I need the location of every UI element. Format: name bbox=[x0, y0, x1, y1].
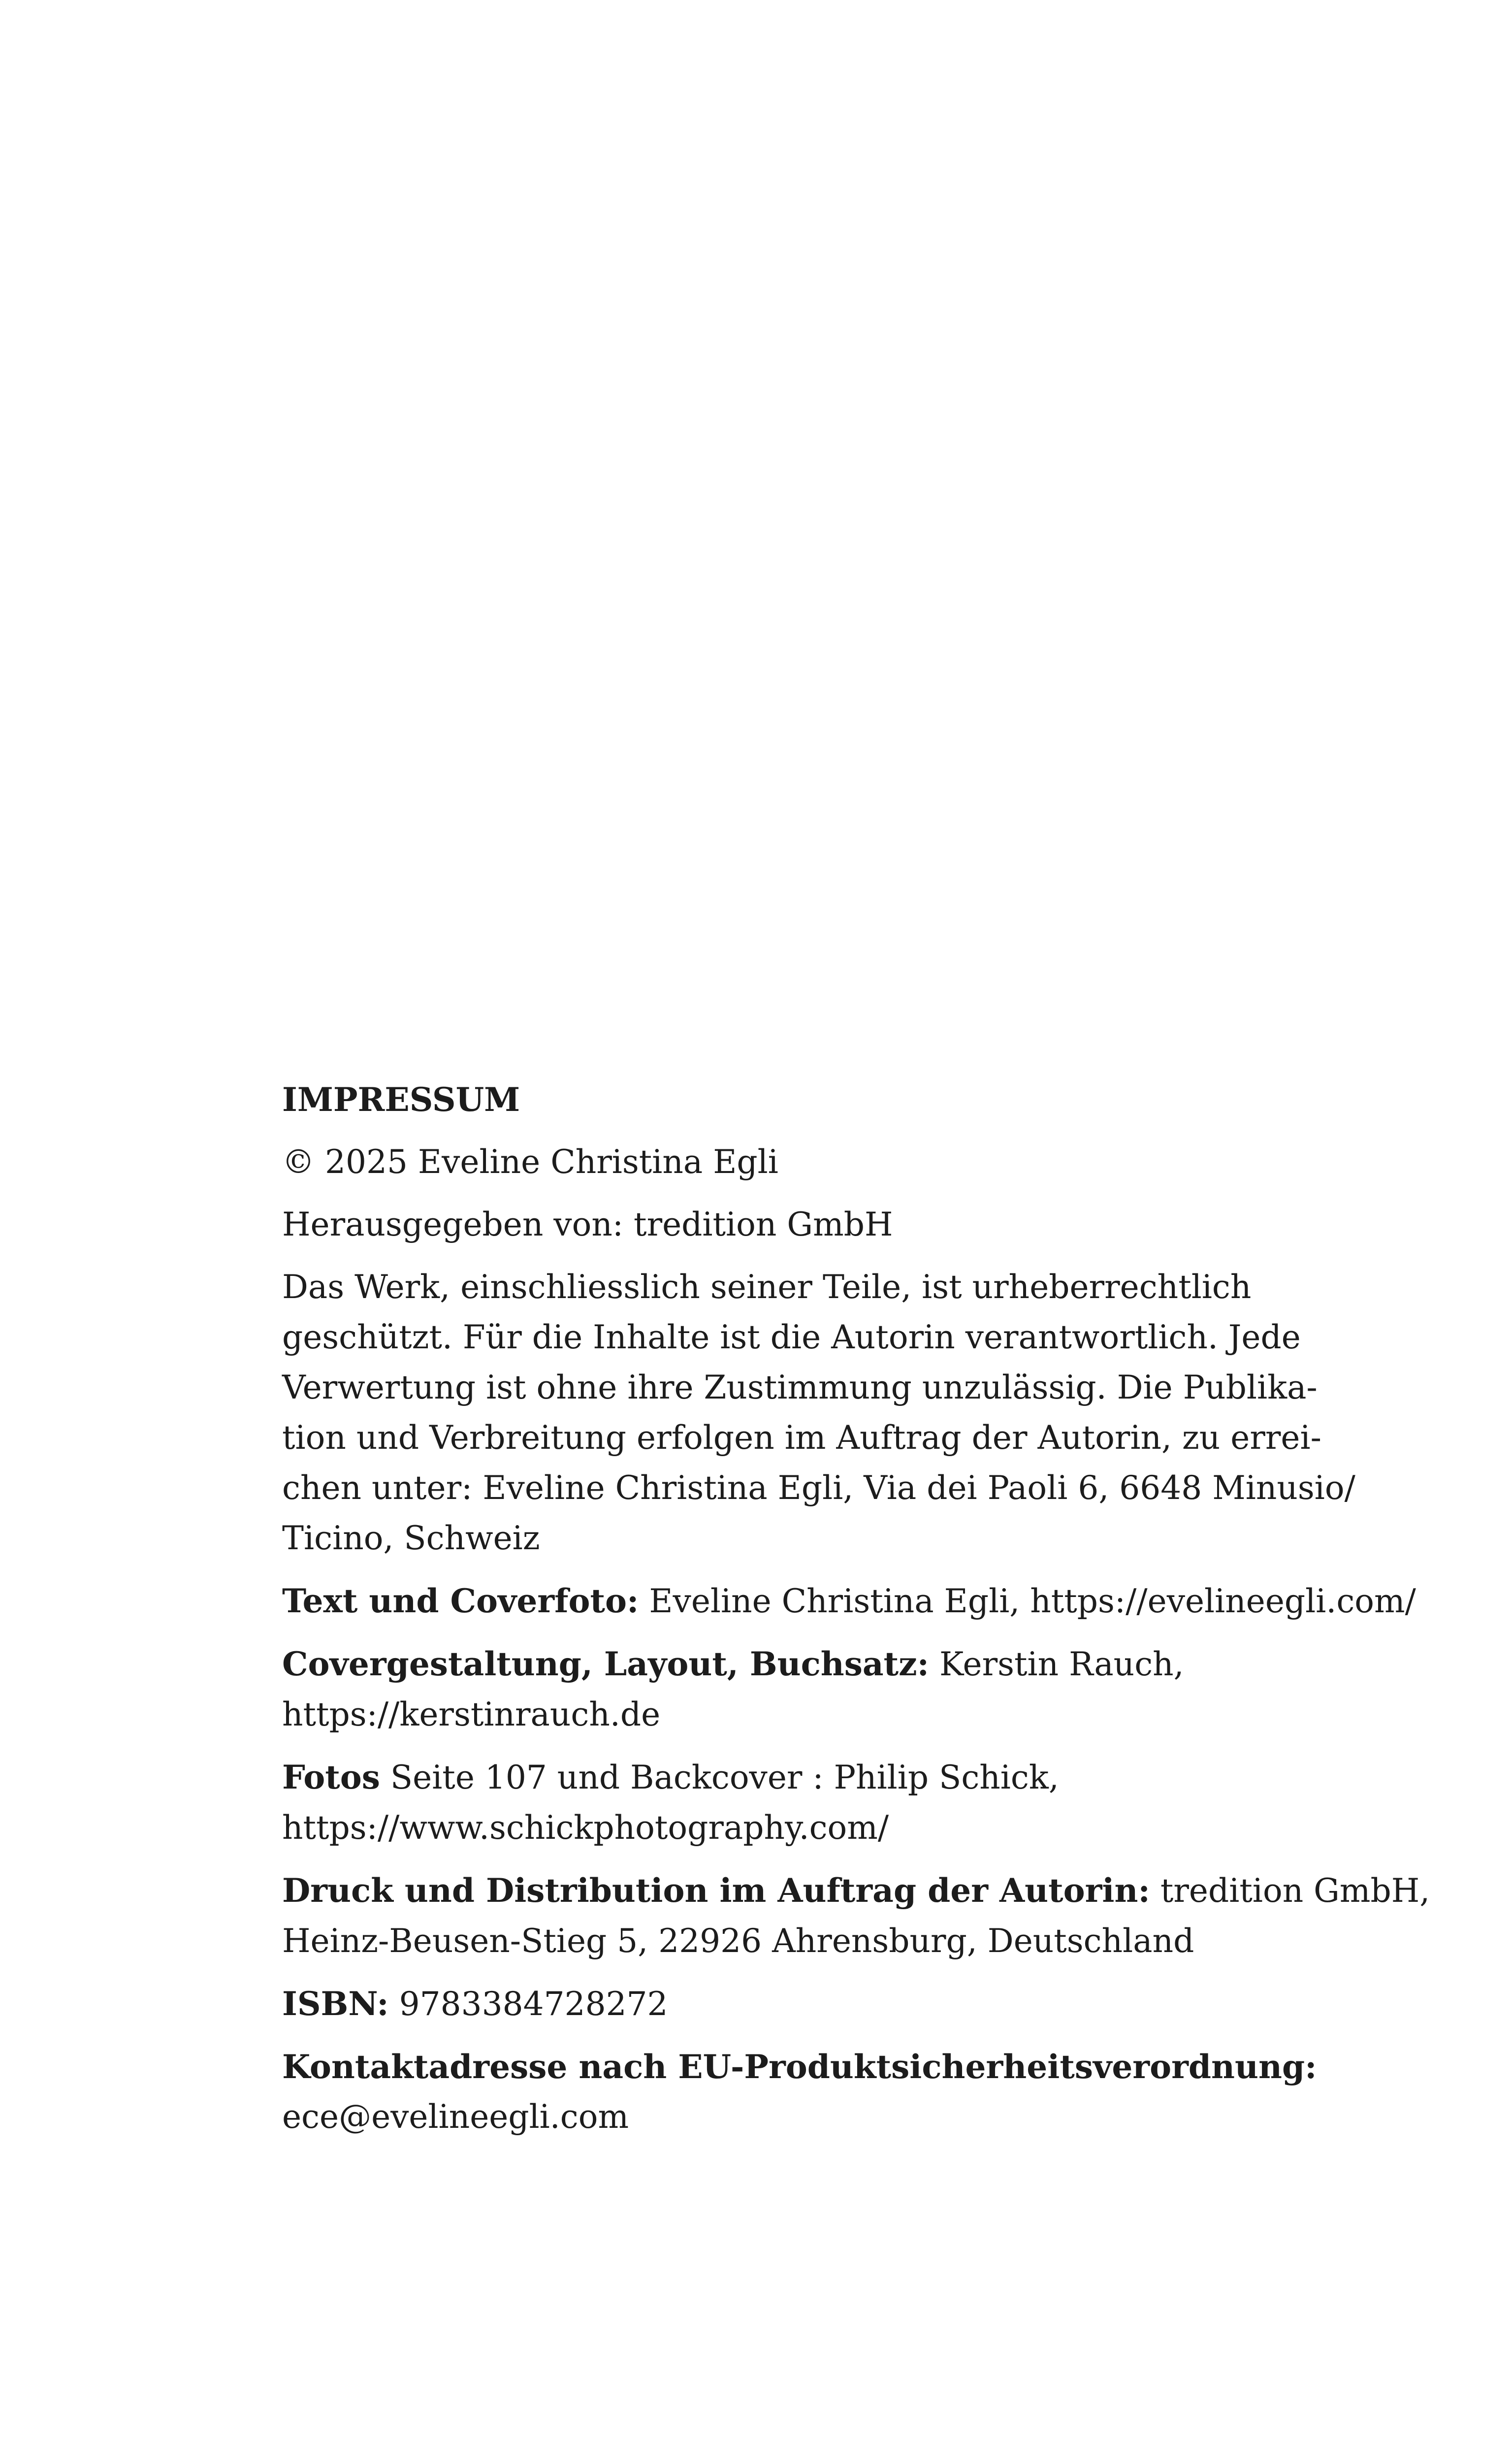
rights-line: tion und Verbreitung erfolgen im Auftrag der Autorin, zu errei- bbox=[282, 1419, 1321, 1457]
isbn-line bbox=[282, 1979, 1326, 2029]
rights-line: Ticino, Schweiz bbox=[282, 1519, 540, 1557]
rights-line: Verwertung ist ohne ihre Zustimmung unzulässig. Die Publika- bbox=[282, 1368, 1318, 1406]
rights-line: Das Werk, einschliesslich seiner Teile, ist urheberrechtlich bbox=[282, 1268, 1252, 1306]
photos-value: Seite 107 und Backcover : Philip Schick, bbox=[380, 1759, 1059, 1796]
rights-line: geschützt. Für die Inhalte ist die Autorin verantwortlich. Jede bbox=[282, 1318, 1301, 1356]
print-value: tredition GmbH, bbox=[1150, 1872, 1430, 1910]
contact-email: ece@evelineegli.com bbox=[282, 2098, 629, 2136]
rights-line: chen unter: Eveline Christina Egli, Via dei Paoli 6, 6648 Minusio/ bbox=[282, 1469, 1355, 1507]
photos-url: https://www.schickphotography.com/ bbox=[282, 1809, 889, 1847]
text-cover-value: Eveline Christina Egli, https://evelineegli.com/ bbox=[639, 1582, 1416, 1620]
print-label: Druck und Distribution im Auftrag der Autorin: bbox=[282, 1871, 1150, 1910]
contact-credit bbox=[282, 2042, 1326, 2142]
photos-credit bbox=[282, 1752, 1326, 1853]
text-cover-label: Text und Coverfoto: bbox=[282, 1582, 639, 1620]
design-credit bbox=[282, 1639, 1326, 1740]
rights-paragraph bbox=[282, 1262, 1355, 1564]
print-address: Heinz-Beusen-Stieg 5, 22926 Ahrensburg, Deutschland bbox=[282, 1922, 1194, 1960]
impressum-heading: IMPRESSUM bbox=[282, 1080, 520, 1119]
isbn-value: 9783384728272 bbox=[388, 1985, 668, 2023]
contact-label: Kontaktadresse nach EU-Produktsicherheitsverordnung: bbox=[282, 2048, 1317, 2086]
design-label: Covergestaltung, Layout, Buchsatz: bbox=[282, 1645, 930, 1683]
isbn-label: ISBN: bbox=[282, 1985, 389, 2023]
print-credit bbox=[282, 1865, 1430, 1966]
design-url: https://kerstinrauch.de bbox=[282, 1695, 661, 1733]
impressum-block bbox=[282, 1075, 1430, 2142]
copyright-line: © 2025 Eveline Christina Egli bbox=[282, 1143, 778, 1181]
publisher-line: Herausgegeben von: tredition GmbH bbox=[282, 1205, 893, 1243]
design-value: Kerstin Rauch, bbox=[929, 1645, 1184, 1683]
photos-label: Fotos bbox=[282, 1758, 380, 1796]
text-cover-credit bbox=[282, 1576, 1416, 1627]
